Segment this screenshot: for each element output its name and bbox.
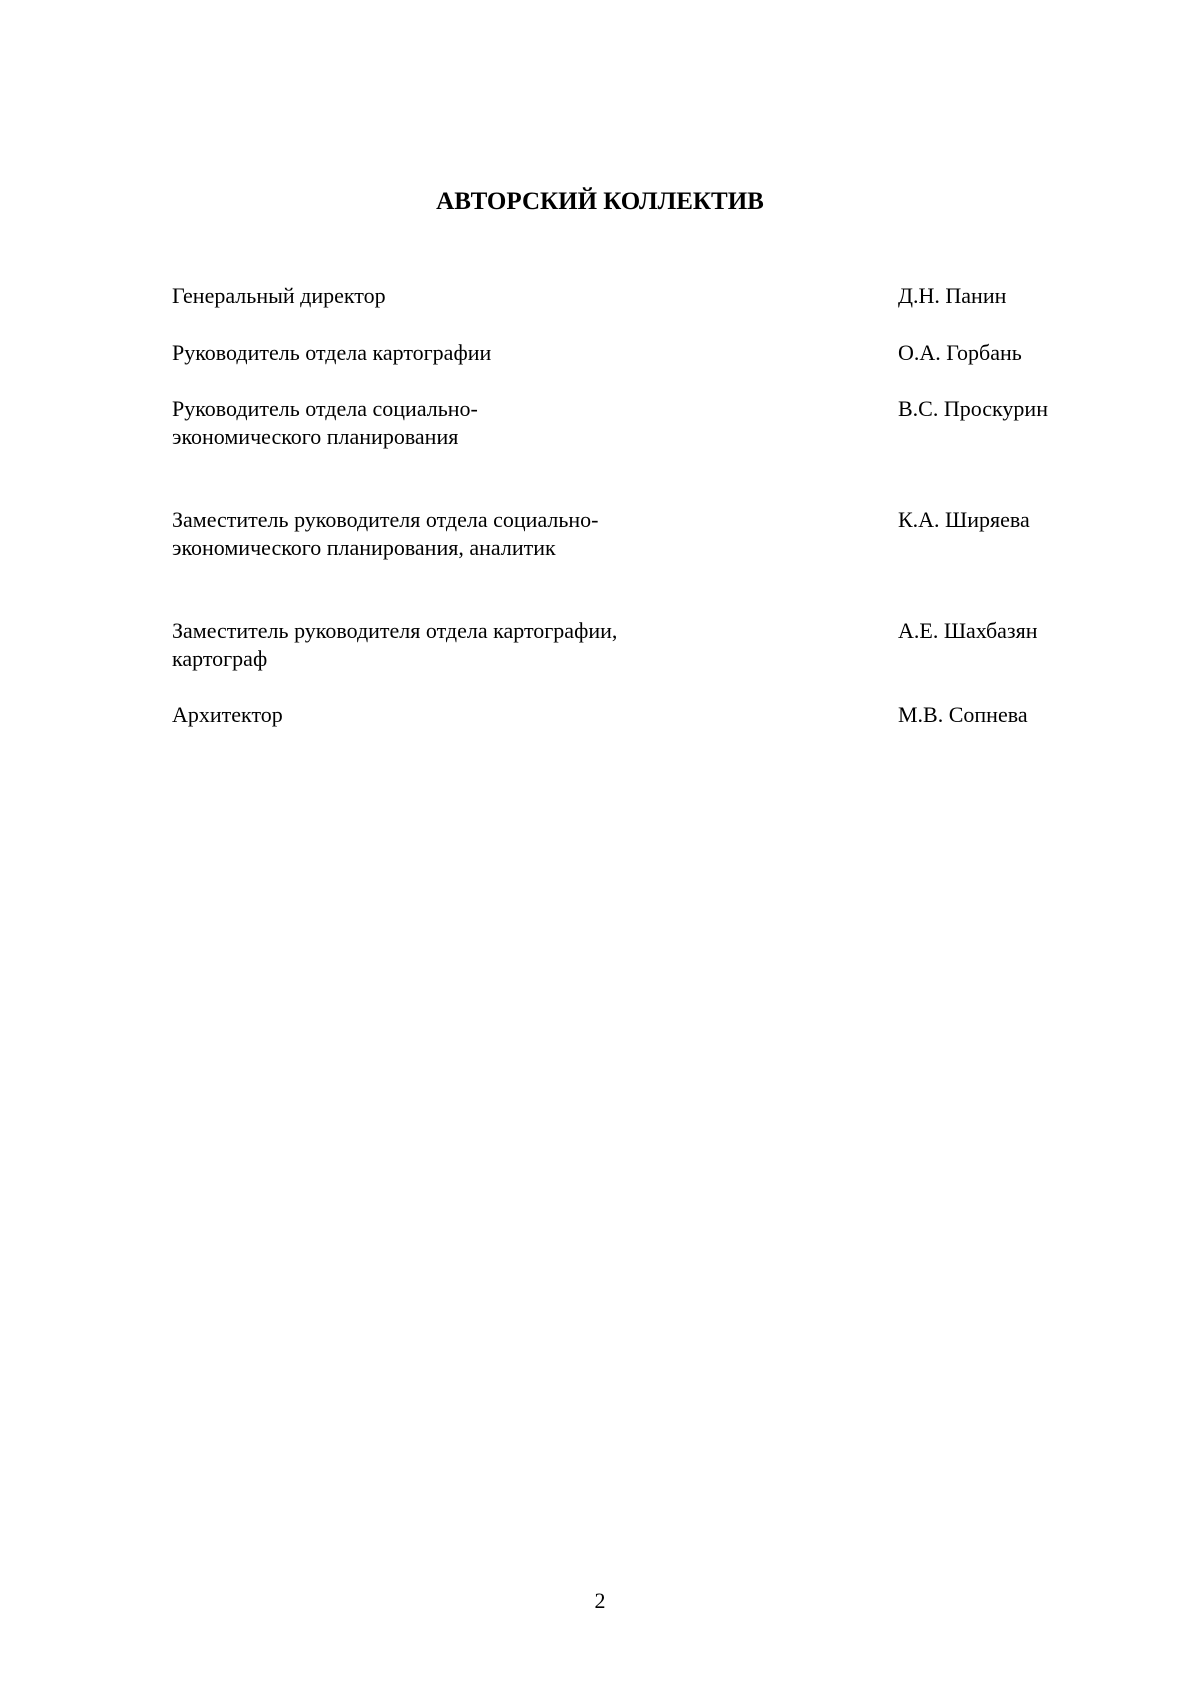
author-name: К.А. Ширяева — [898, 507, 1030, 532]
author-role: Заместитель руководителя отдела картографии, картограф — [172, 618, 618, 671]
author-role: Генеральный директор — [172, 283, 386, 308]
author-name: В.С. Проскурин — [898, 396, 1048, 421]
author-name: А.Е. Шахбазян — [898, 618, 1038, 643]
author-role: Руководитель отдела социально- экономического планирования — [172, 396, 478, 449]
document-title: АВТОРСКИЙ КОЛЛЕКТИВ — [436, 188, 764, 215]
author-role: Руководитель отдела картографии — [172, 340, 492, 365]
page-number: 2 — [594, 1588, 606, 1613]
author-role: Заместитель руководителя отдела социально- экономического планирования, аналитик — [172, 507, 599, 560]
author-name: М.В. Сопнева — [898, 702, 1028, 727]
author-name: О.А. Горбань — [898, 340, 1022, 365]
author-name: Д.Н. Панин — [898, 283, 1007, 308]
author-role: Архитектор — [172, 702, 283, 727]
